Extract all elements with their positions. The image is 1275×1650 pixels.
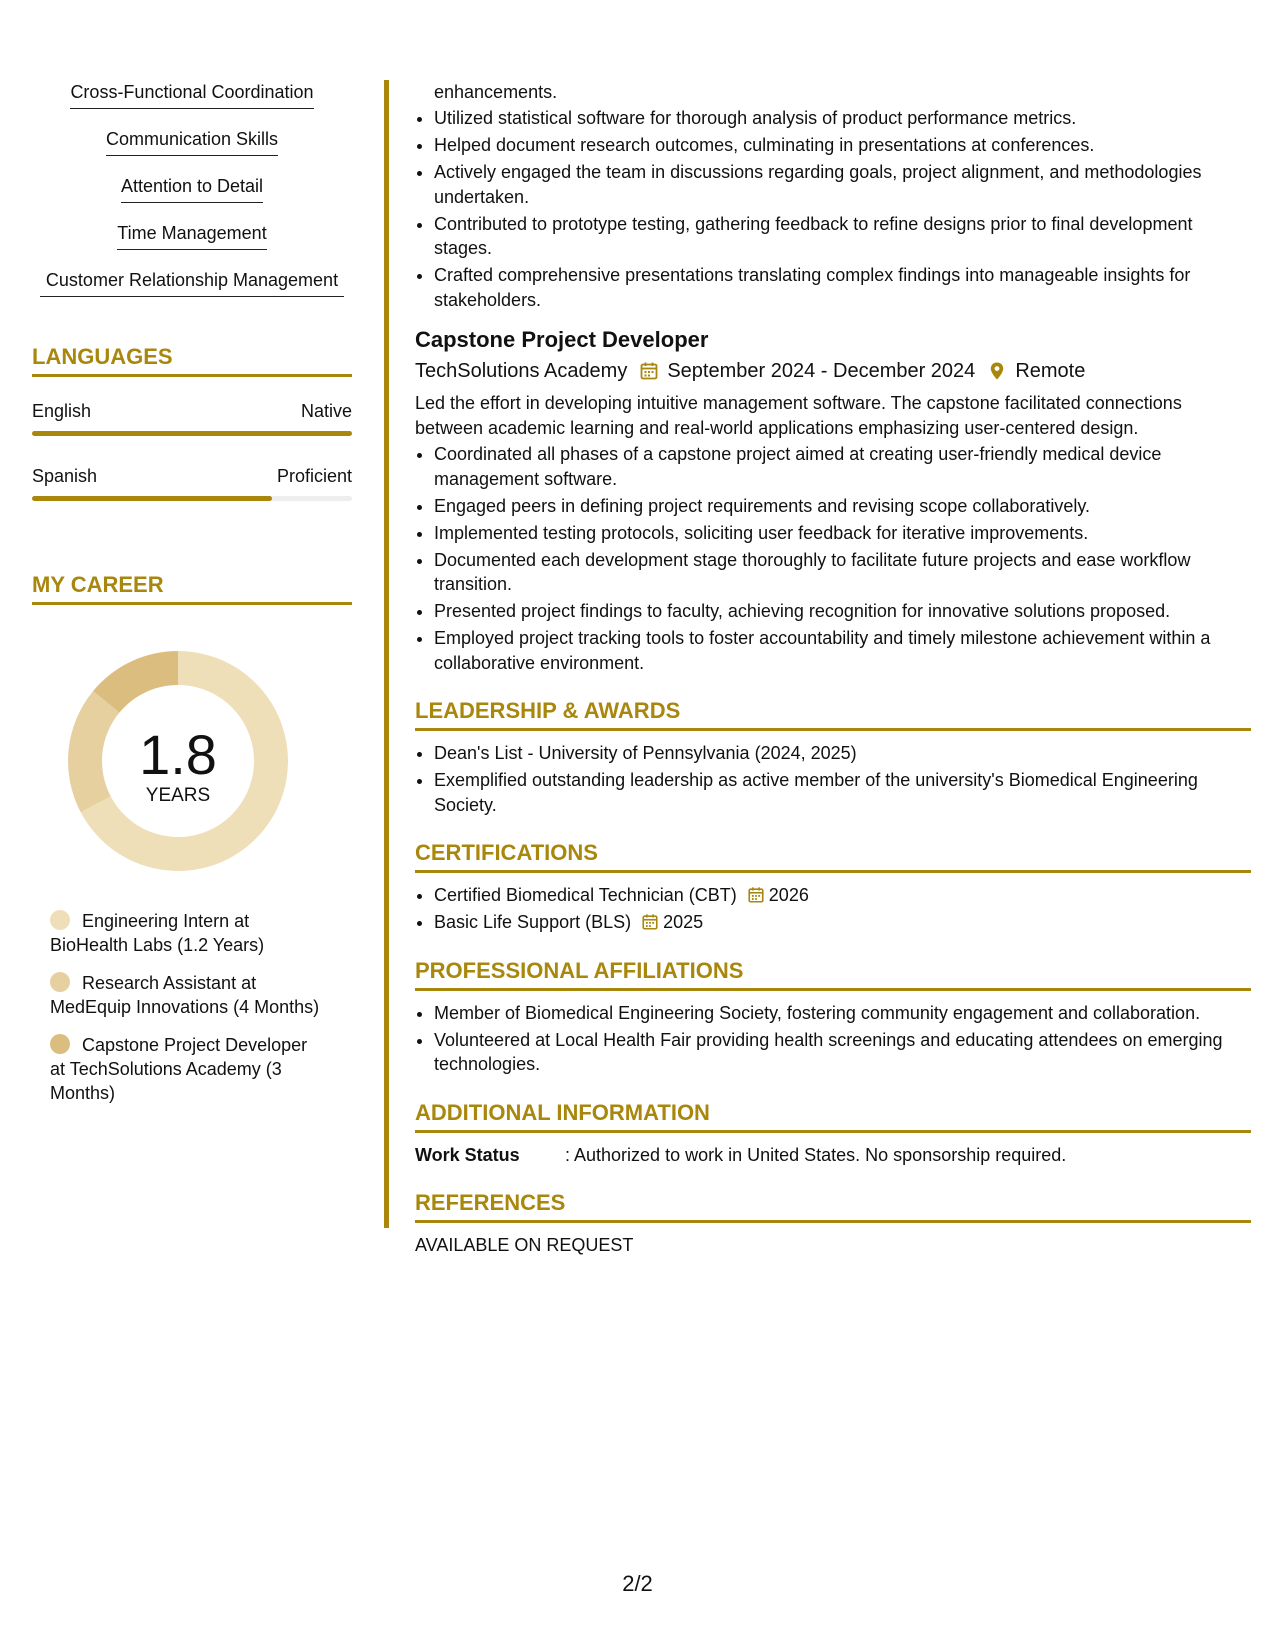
career-unit: YEARS [145,785,211,806]
languages-heading: LANGUAGES [32,343,352,377]
continued-text: enhancements. [434,82,558,102]
list-item: • Volunteered at Local Health Fair providing health screenings and educating attendees on emerging technologies. [434,1028,1251,1077]
language-bar [32,431,352,436]
job-meta [415,358,1251,384]
legend-item: Engineering Intern at BioHealth Labs (1.2 Years) [50,911,265,955]
cert-name: Basic Life Support (BLS) [434,912,632,932]
work-status-row [415,1143,1251,1167]
list-item: • Implemented testing protocols, soliciting user feedback for iterative improvements. [434,521,1251,546]
language-name: English [32,401,92,421]
list-item: • Employed project tracking tools to foster accountability and timely milestone achievement within a collaborative environment. [434,626,1251,675]
list-item [434,883,1251,908]
cert-year: 2025 [663,912,704,932]
sidebar [32,80,352,1119]
skill-item: Cross-Functional Coordination [32,80,352,109]
column-divider [384,80,389,1228]
legend-dot [50,910,70,930]
legend-dot [50,972,70,992]
calendar-icon [747,886,765,904]
list-item: • Engaged peers in defining project requirements and revising scope collaboratively. [434,494,1251,519]
skill-item: Time Management [32,221,352,250]
list-item: • Member of Biomedical Engineering Society, fostering community engagement and collaboration. [434,1001,1251,1026]
previous-job-bullets [415,106,1251,312]
page-number: 2/2 [622,1571,653,1596]
calendar-icon [641,913,659,931]
work-status-value: : Authorized to work in United States. No sponsorship required. [565,1144,1067,1165]
language-level: Proficient [276,466,352,486]
skill-item: Communication Skills [32,127,352,156]
certifications-heading: CERTIFICATIONS [415,839,1251,873]
language-name: Spanish [32,466,98,486]
calendar-icon [639,361,659,381]
job-company: TechSolutions Academy [415,360,628,382]
list-item: • Documented each development stage thoroughly to facilitate future projects and ease workflow transition. [434,548,1251,597]
certifications-list [415,883,1251,935]
legend-item: Research Assistant at MedEquip Innovations (4 Months) [50,973,320,1017]
list-item: • Crafted comprehensive presentations translating complex findings into manageable insights for stakeholders. [434,263,1251,312]
leadership-heading: LEADERSHIP & AWARDS [415,697,1251,731]
job-bullets [415,442,1251,675]
affiliations-bullets [415,1001,1251,1077]
references-text: AVAILABLE ON REQUEST [415,1234,634,1255]
main-content [415,80,1251,1257]
list-item [434,910,1251,935]
job-title: Capstone Project Developer [415,327,709,352]
leadership-bullets [415,741,1251,817]
job-dates: September 2024 - December 2024 [667,360,976,382]
cert-year: 2026 [768,885,809,905]
language-spanish [32,464,352,501]
list-item: • Helped document research outcomes, culminating in presentations at conferences. [434,133,1251,158]
language-english [32,399,352,436]
career-heading: MY CAREER [32,571,352,605]
language-level: Native [300,401,352,421]
legend-item: Capstone Project Developer at TechSolutions Academy (3 Months) [50,1035,308,1103]
job-description: Led the effort in developing intuitive management software. The capstone facilitated connections between academic learning and real-world applications emphasizing user-centered design. [415,393,1182,438]
list-item: • Coordinated all phases of a capstone project aimed at creating user-friendly medical device management software. [434,442,1251,491]
language-bar-fill [32,496,272,501]
work-status-label: Work Status [415,1144,520,1165]
additional-info-heading: ADDITIONAL INFORMATION [415,1099,1251,1133]
skill-item: Attention to Detail [32,174,352,203]
skill-item: Customer Relationship Management [32,268,352,297]
references-heading: REFERENCES [415,1189,1251,1223]
career-legend [50,909,320,1105]
list-item: • Actively engaged the team in discussions regarding goals, project alignment, and methodologies undertaken. [434,160,1251,209]
list-item: • Presented project findings to faculty, achieving recognition for innovative solutions proposed. [434,599,1251,624]
list-item: • Dean's List - University of Pennsylvania (2024, 2025) [434,741,1251,766]
cert-name: Certified Biomedical Technician (CBT) [434,885,737,905]
legend-dot [50,1034,70,1054]
list-item: • Exemplified outstanding leadership as active member of the university's Biomedical Engineering Society. [434,768,1251,817]
affiliations-heading: PROFESSIONAL AFFILIATIONS [415,957,1251,991]
language-bar-fill [32,431,352,436]
skills-list [32,80,352,297]
career-donut-chart [66,649,290,873]
list-item: • Utilized statistical software for thorough analysis of product performance metrics. [434,106,1251,131]
job-location: Remote [1015,360,1086,382]
location-pin-icon [987,361,1007,381]
list-item: • Contributed to prototype testing, gathering feedback to refine designs prior to final development stages. [434,212,1251,261]
language-bar [32,496,352,501]
career-total: 1.8 [139,723,217,786]
